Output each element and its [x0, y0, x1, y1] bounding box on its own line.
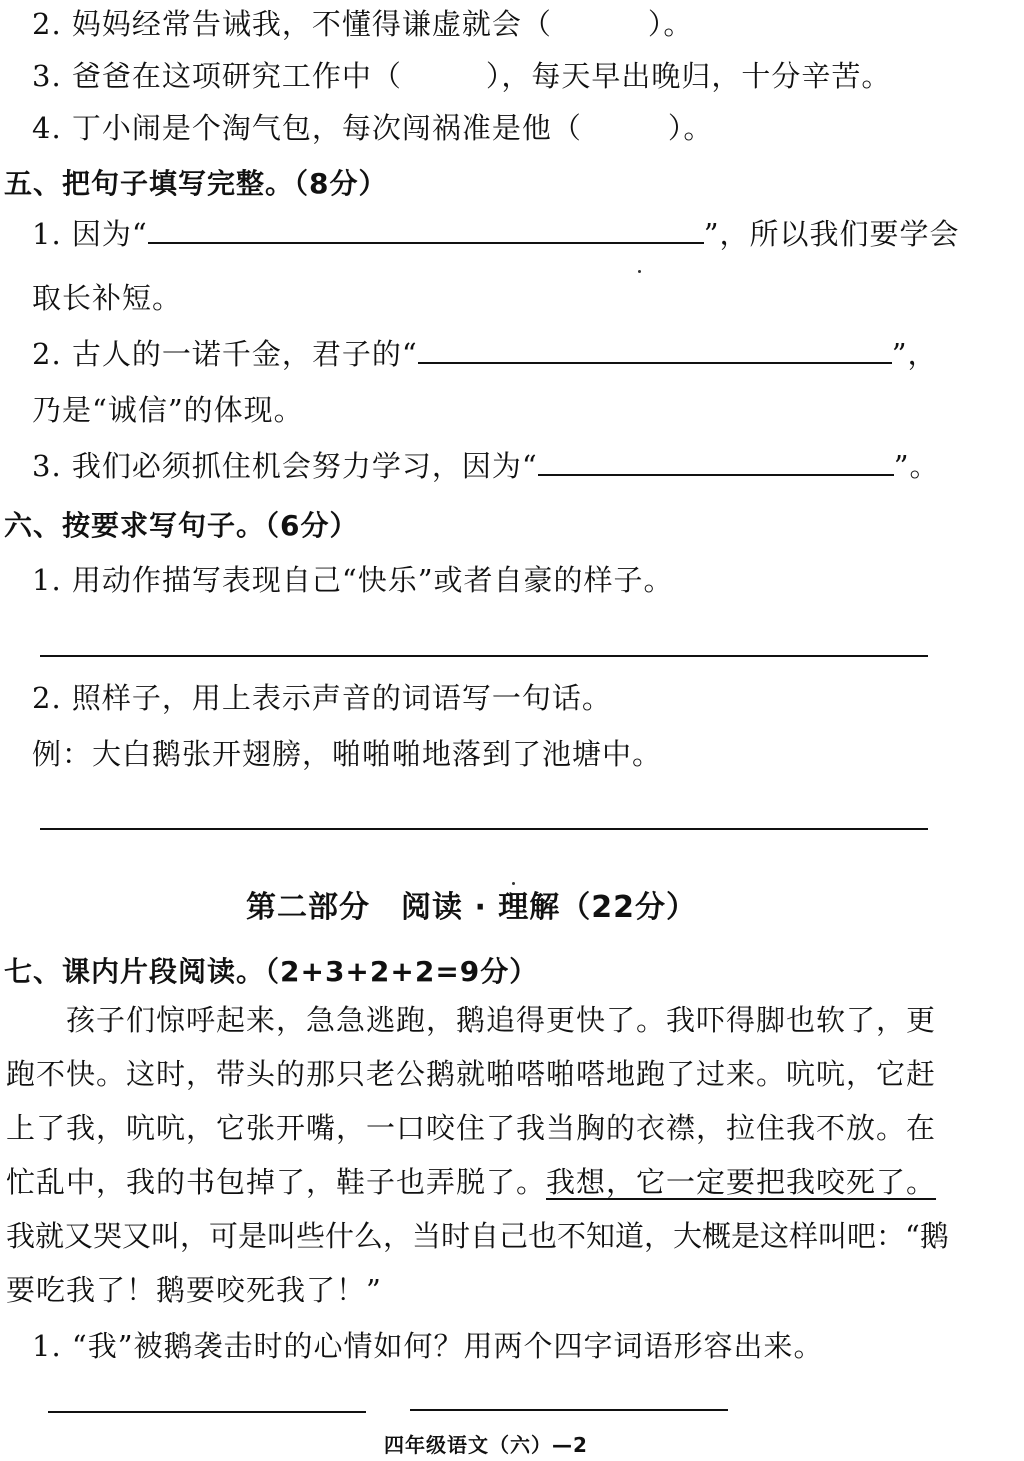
question-number: 4.	[32, 111, 62, 145]
section4-q2	[32, 6, 693, 42]
fill-in-line[interactable]	[418, 336, 892, 364]
question-text-end: ）。	[667, 111, 714, 145]
question-text: 爸爸在这项研究工作中（	[71, 59, 402, 93]
answer-line-6-2[interactable]	[40, 828, 928, 830]
question-text-end: ）。	[647, 7, 694, 41]
answer-line-7-1a[interactable]	[48, 1411, 366, 1413]
question-text-end: ”，所以我们要学会	[703, 217, 960, 251]
passage-line-1: 孩子们惊呼起来，急急逃跑，鹅追得更快了。我吓得脚也软了，更	[66, 1003, 937, 1037]
scan-speck	[638, 270, 641, 273]
fill-in-line[interactable]	[538, 448, 894, 476]
section6-heading: 六、按要求写句子。（6分）	[4, 509, 359, 542]
underlined-sentence: 我想，它一定要把我咬死了。	[546, 1165, 937, 1199]
question-number: 1.	[32, 217, 62, 251]
question-number: 2.	[32, 337, 62, 371]
passage-line-2: 跑不快。这时，带头的那只老公鹅就啪嗒啪嗒地跑了过来。吭吭，它赶	[6, 1057, 937, 1091]
section6-q1	[32, 562, 674, 598]
question-text: 妈妈经常告诫我，不懂得谦虚就会（	[71, 7, 552, 41]
section5-q3	[32, 448, 940, 484]
section5-heading: 五、把句子填写完整。（8分）	[4, 167, 388, 200]
question-text: 用动作描写表现自己“快乐”或者自豪的样子。	[71, 563, 674, 597]
passage-line-6: 要吃我了！鹅要咬死我了！”	[6, 1273, 382, 1307]
question-text: 丁小闹是个淘气包，每次闯祸准是他（	[71, 111, 582, 145]
section7-q1	[32, 1328, 824, 1364]
question-text: 照样子，用上表示声音的词语写一句话。	[71, 681, 612, 715]
section7-heading: 七、课内片段阅读。（2+3+2+2=9分）	[4, 955, 539, 988]
question-text: “我”被鹅袭击时的心情如何？用两个四字词语形容出来。	[71, 1329, 824, 1363]
passage-line-3: 上了我，吭吭，它张开嘴，一口咬住了我当胸的衣襟，拉住我不放。在	[6, 1111, 937, 1145]
section6-q2	[32, 680, 612, 716]
question-text-end: ”。	[893, 449, 940, 483]
answer-line-7-1b[interactable]	[410, 1409, 728, 1411]
section4-q4	[32, 110, 713, 146]
question-number: 3.	[32, 59, 62, 93]
passage-line-4	[6, 1164, 936, 1200]
question-number: 2.	[32, 7, 62, 41]
section4-q3	[32, 58, 891, 94]
question-number: 1.	[32, 1329, 62, 1363]
question-text-end: ”，	[891, 337, 938, 371]
passage-line-5: 我就又哭又叫，可是叫些什么，当时自己也不知道，大概是这样叫吧：“鹅	[6, 1219, 949, 1253]
page-footer: 四年级语文（六）—2	[384, 1433, 588, 1457]
passage-text: 忙乱中，我的书包掉了，鞋子也弄脱了。	[6, 1165, 547, 1199]
question-text: 古人的一诺千金，君子的“	[71, 337, 418, 371]
question-text-end: ），每天早出晚归，十分辛苦。	[485, 59, 892, 93]
section6-example: 例：大白鹅张开翅膀，啪啪啪地落到了池塘中。	[32, 737, 663, 771]
question-text: 因为“	[71, 217, 148, 251]
part2-title: 第二部分 阅读 · 理解（22分）	[246, 890, 698, 925]
section5-q1	[32, 216, 960, 252]
fill-in-line[interactable]	[148, 216, 704, 244]
section5-q2-continuation: 乃是“诚信”的体现。	[32, 393, 304, 427]
question-number: 2.	[32, 681, 62, 715]
question-number: 1.	[32, 563, 62, 597]
question-number: 3.	[32, 449, 62, 483]
answer-line-6-1[interactable]	[40, 655, 928, 657]
question-text: 我们必须抓住机会努力学习，因为“	[71, 449, 538, 483]
section5-q1-continuation: 取长补短。	[32, 281, 183, 315]
section5-q2	[32, 336, 938, 372]
scan-speck	[512, 882, 515, 885]
